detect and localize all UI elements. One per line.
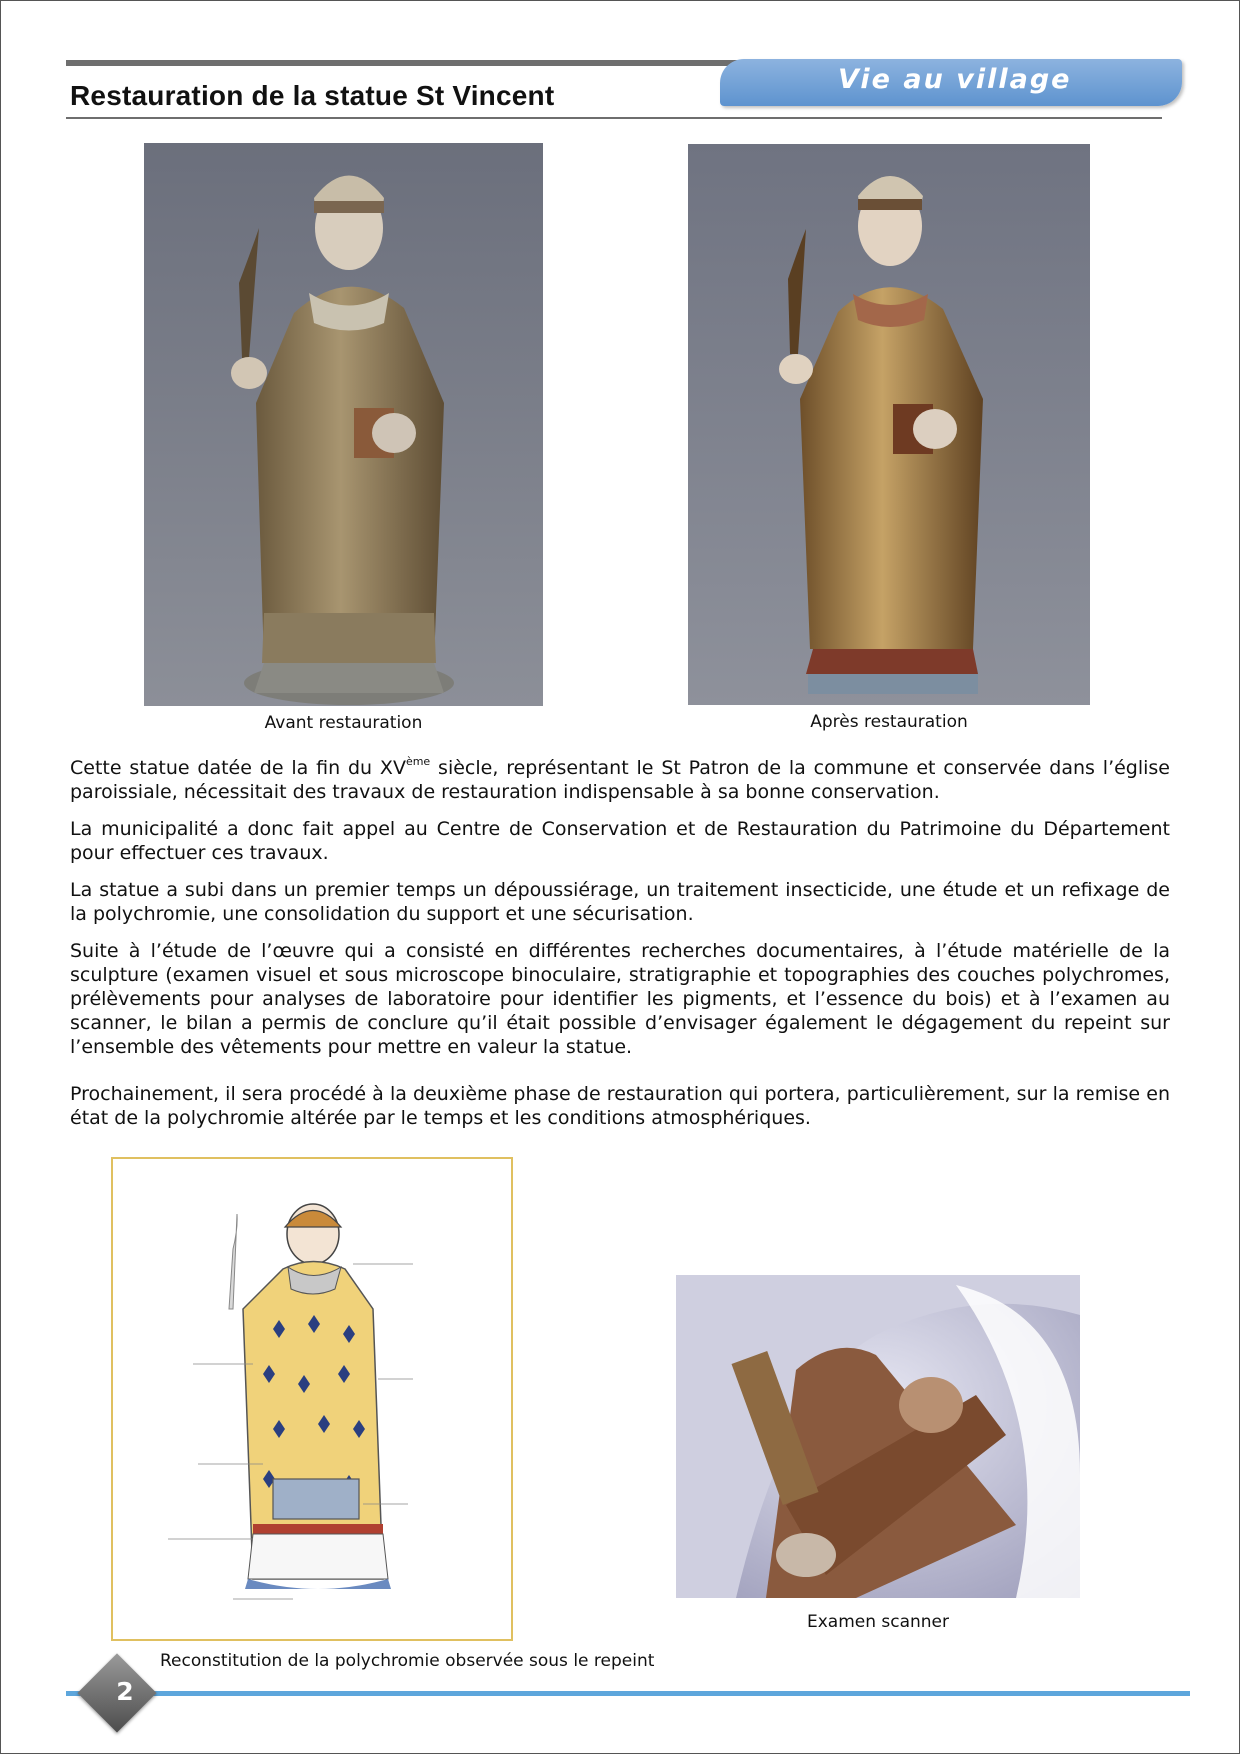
footer-rule — [66, 1691, 1190, 1696]
page-number: 2 — [116, 1677, 134, 1706]
caption-after: Après restauration — [810, 712, 968, 732]
article-body — [70, 756, 1170, 1143]
header-top-rule — [66, 60, 766, 66]
photo-before-restoration — [144, 143, 543, 706]
paragraph-4: Suite à l’étude de l’œuvre qui a consisté en différentes recherches documentaires, à l’étude matérielle de la sculpture (examen visuel et sous microscope binoculaire, stratigraphie et topographies des couches polychromes, prélèvements pour analyses de laboratoire pour identifier les pigments, et l’essence du bois) et à l’examen au scanner, le bilan a permis de conclure qu’il était possible d’envisager également le dégagement du repeint sur l’ensemble des vêtements pour mettre en valeur la statue. — [70, 940, 1170, 1058]
section-label: Vie au village — [838, 64, 1072, 95]
paragraph-3: La statue a subi dans un premier temps un dépoussiérage, un traitement insecticide, une étude et un refixage de la polychromie, une consolidation du support et une sécurisation. — [70, 879, 1170, 925]
page-title: Restauration de la statue St Vincent — [70, 80, 555, 111]
photo-after-restoration — [688, 144, 1090, 705]
caption-scanner: Examen scanner — [806, 1612, 950, 1632]
caption-drawing: Reconstitution de la polychromie observée sous le repeint — [160, 1651, 655, 1671]
paragraph-2: La municipalité a donc fait appel au Centre de Conservation et de Restauration du Patrimoine du Département pour effectuer ces travaux. — [70, 818, 1170, 864]
header-title-rule — [66, 117, 1162, 119]
paragraph-5: Prochainement, il sera procédé à la deuxième phase de restauration qui portera, particulièrement, sur la remise en état de la polychromie altérée par le temps et les conditions atmosphériques. — [70, 1083, 1170, 1129]
photo-scanner-exam — [676, 1275, 1080, 1598]
drawing-polychromy-reconstruction — [111, 1157, 513, 1641]
caption-before: Avant restauration — [264, 713, 423, 733]
paragraph-1: Cette statue datée de la fin du XVème siècle, représentant le St Patron de la commune et conservée dans l’église paroissiale, nécessitait des travaux de restauration indispensable à sa bonne conservation. — [70, 755, 1171, 803]
